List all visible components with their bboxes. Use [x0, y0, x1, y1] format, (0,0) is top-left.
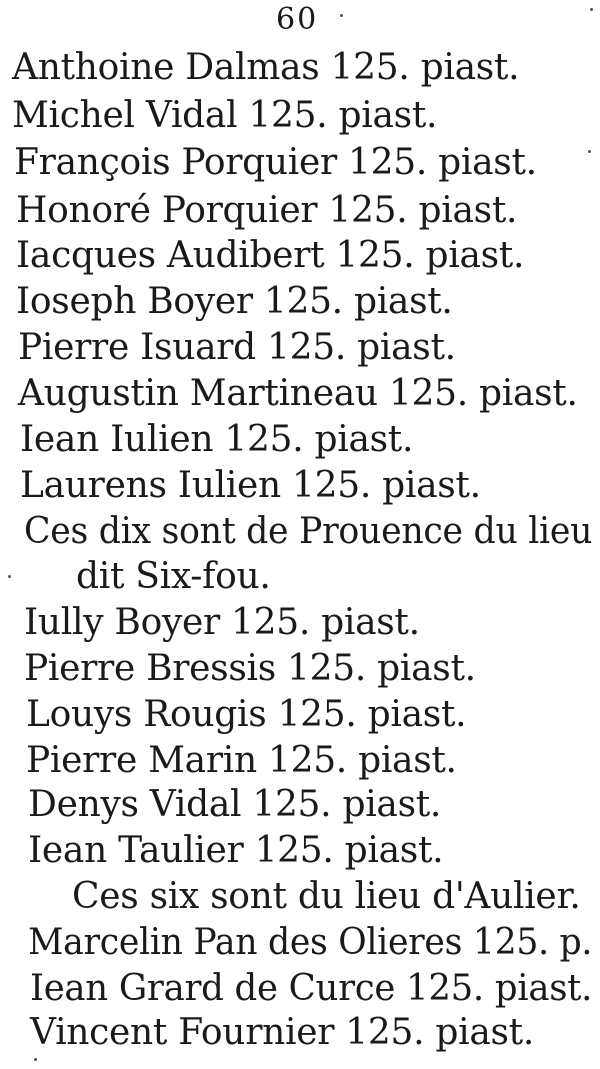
list-entry: Pierre Isuard 125. piast.: [18, 327, 456, 368]
ink-speck: [34, 1058, 37, 1061]
list-entry: Pierre Marin 125. piast.: [26, 740, 457, 781]
list-entry: François Porquier 125. piast.: [14, 142, 537, 183]
list-entry: Louys Rougis 125. piast.: [26, 694, 467, 735]
list-entry: Denys Vidal 125. piast.: [28, 784, 442, 825]
list-note: Ces dix sont de Prouence du lieu: [24, 511, 593, 552]
list-entry: Honoré Porquier 125. piast.: [16, 190, 518, 231]
ink-speck: [340, 14, 343, 17]
list-entry: Iully Boyer 125. piast.: [24, 602, 420, 643]
list-entry: Iean Grard de Curce 125. piast.: [30, 968, 593, 1009]
list-entry: Iean Taulier 125. piast.: [28, 830, 444, 871]
ink-speck: [590, 8, 593, 11]
list-entry: Ioseph Boyer 125. piast.: [16, 281, 453, 322]
ink-speck: [8, 575, 11, 578]
page-number: 60: [276, 2, 319, 37]
list-entry: Anthoine Dalmas 125. piast.: [12, 47, 520, 88]
ink-speck: [588, 150, 591, 153]
list-entry: Pierre Bressis 125. piast.: [24, 648, 476, 689]
list-entry: Vincent Fournier 125. piast.: [30, 1012, 534, 1053]
list-entry: Marcelin Pan des Olieres 125. p.: [28, 922, 593, 963]
list-entry: Laurens Iulien 125. piast.: [20, 465, 481, 506]
list-entry: Iacques Audibert 125. piast.: [16, 235, 525, 276]
list-note: dit Six-fou.: [76, 556, 271, 597]
list-entry: Augustin Martineau 125. piast.: [18, 373, 578, 414]
list-note: Ces six sont du lieu d'Aulier.: [72, 876, 581, 917]
list-entry: Iean Iulien 125. piast.: [20, 419, 414, 460]
list-entry: Michel Vidal 125. piast.: [12, 95, 438, 136]
